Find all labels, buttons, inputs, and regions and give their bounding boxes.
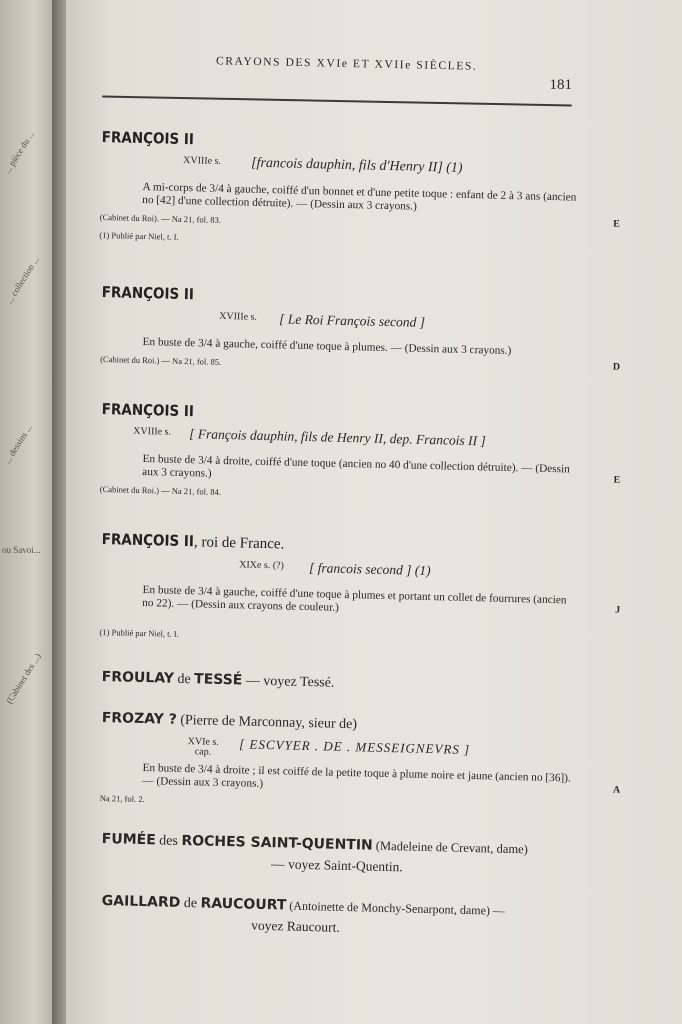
entry-description: En buste de 3/4 à gauche, coiffé d'une toque à plumes. — (Dessin aux 3 crayons.) [142, 336, 512, 358]
cross-reference [101, 830, 622, 881]
xref-name: FROULAY [101, 668, 175, 687]
header-rule [102, 95, 572, 106]
entry-inscription: [ francois second ] (1) [308, 560, 431, 579]
entry-title: FRANÇOIS II [101, 283, 195, 304]
entry-inscription: [ François dauphin, fils de Henry II, dep. Francois II ] [189, 426, 486, 449]
left-page-text: ... collection ... [4, 254, 41, 306]
catalog-entry [99, 128, 622, 253]
entry-letter: E [613, 474, 621, 486]
cross-reference [101, 892, 622, 943]
entry-reference: Na 21, fol. 2. [99, 792, 145, 805]
xref-mid: de [180, 895, 201, 912]
footnote: (1) Publié par Niel, t. I. [99, 626, 179, 639]
xref-name: ROCHES SAINT-QUENTIN [181, 832, 373, 854]
entry-date: XVIIIe s. [133, 425, 172, 438]
entry-date: XVIe s. cap. [187, 736, 219, 758]
xref-mid: des [155, 833, 182, 849]
entry-letter: J [615, 604, 621, 616]
entry-description: En buste de 3/4 à gauche, coiffé d'une toque à plumes et portant un collet de fourrures (ancien no 22). — (Dessin aux crayons de couleur.) [142, 584, 567, 614]
entry-date: XVIIIe s. [183, 154, 222, 167]
entry-description: En buste de 3/4 à droite, coiffé d'une toque (ancien no 40 d'une collection détruite). — (Dessin aux 3 crayons.) [142, 453, 570, 480]
catalog-entry [100, 710, 622, 816]
entry-description: A mi-corps de 3/4 à gauche, coiffé d'un bonnet et d'une petite toque : enfant de 2 à 3 ans (ancien no [42] d'une collection détruite). — (Dessin aux 3 crayons.) [142, 181, 577, 213]
xref-name: GAILLARD [101, 892, 181, 911]
xref-rest: (Pierre de Marconnay, sieur de) [176, 712, 358, 733]
entry-letter: D [612, 361, 621, 373]
entry-inscription: [ ESCVYER . DE . MESSEIGNEVRS ] [239, 736, 471, 758]
xref-rest: (Madeleine de Crevant, dame) [372, 838, 529, 857]
entry-inscription: [francois dauphin, fils d'Henry II] (1) [251, 155, 463, 176]
xref-name: TESSÉ [193, 671, 243, 689]
entry-date: XIXe s. (?) [239, 559, 285, 572]
entry-title: FRANÇOIS II [101, 400, 195, 421]
catalog-entry [100, 400, 622, 507]
left-page-text: (Cabinet des ...) [4, 651, 43, 706]
running-title: CRAYONS DES XVIe ET XVIIe SIÈCLES. [215, 55, 478, 73]
entry-reference: (Cabinet du Roi.) — Na 21, fol. 85. [100, 353, 222, 367]
entry-reference: (Cabinet du Roi.) — Na 21, fol. 84. [99, 483, 222, 497]
xref-name: RAUCOURT [200, 895, 287, 914]
entry-reference: (Cabinet du Roi). — Na 21, fol. 83. [99, 211, 222, 225]
xref-see: voyez Raucourt. [251, 917, 340, 935]
catalog-entry [100, 283, 622, 377]
entry-date: XVIIIe s. [219, 310, 258, 323]
xref-see: — voyez Saint-Quentin. [271, 856, 403, 875]
entry-title-name: FRANÇOIS II [101, 530, 195, 551]
left-page-text: ... pièce du ... [2, 129, 37, 176]
entry-letter: A [612, 784, 621, 796]
entry-title: FRANÇOIS II [101, 128, 195, 149]
catalog-entry [99, 530, 621, 650]
entry-description: En buste de 3/4 à droite ; il est coiffé de la petite toque à plume noire et jaune (ancien no [36]). — (Dessin aux 3 crayons.) [142, 762, 571, 790]
xref-name: FUMÉE [101, 830, 156, 849]
entry-letter: E [613, 218, 620, 230]
cross-reference [102, 668, 622, 699]
entry-inscription: [ Le Roi François second ] [278, 311, 426, 330]
xref-rest: (Antoinette de Monchy-Senarpont, dame) — [286, 898, 506, 918]
xref-see: — voyez Tessé. [242, 673, 335, 691]
page-number: 181 [549, 77, 572, 93]
book-page [66, 0, 682, 1024]
xref-name: FROZAY ? [101, 710, 178, 728]
entry-title-suffix: , roi de France. [193, 534, 285, 553]
footnote: (1) Publié par Niel, t. I. [99, 229, 179, 242]
left-page-text: ... dessins ... [2, 422, 34, 466]
xref-mid: de [173, 671, 195, 688]
left-page-text: ou Savoi... [2, 545, 41, 555]
